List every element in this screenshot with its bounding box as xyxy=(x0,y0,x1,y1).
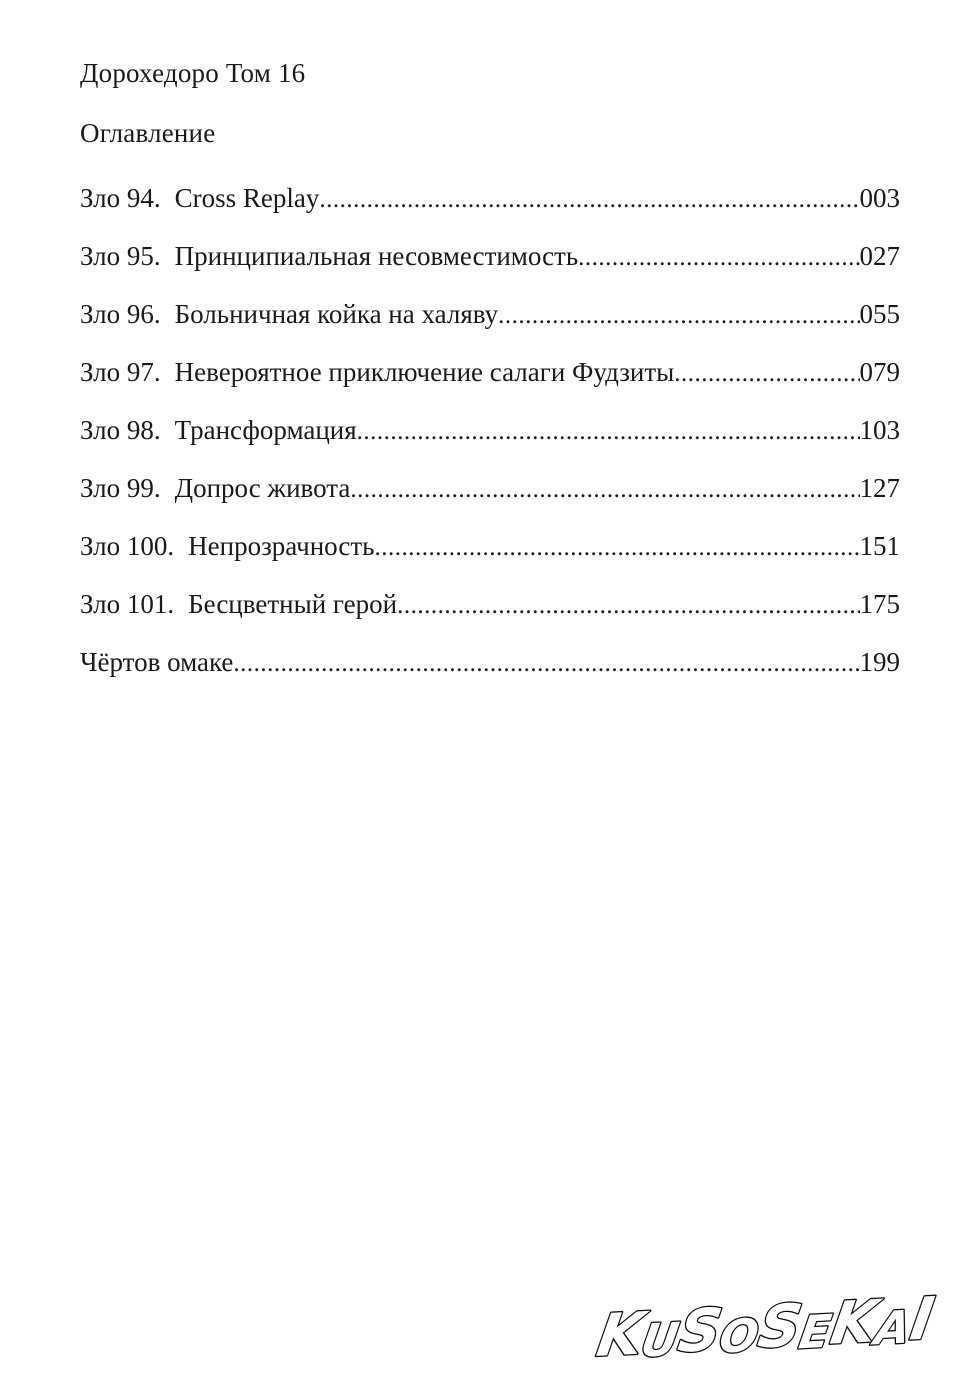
chapter-label: Зло 95. xyxy=(80,241,161,271)
chapter-label: Зло 99. xyxy=(80,473,161,503)
page-number: 103 xyxy=(859,415,900,445)
page-number: 055 xyxy=(859,299,900,329)
chapter-title: Непрозрачность xyxy=(188,531,375,561)
dot-leader xyxy=(357,416,860,446)
toc-row xyxy=(80,474,900,504)
chapter-title: Невероятное приключение салаги Фудзиты xyxy=(174,357,675,387)
page-number: 079 xyxy=(859,357,900,387)
toc-row xyxy=(80,358,900,388)
chapter-title: Больничная койка на халяву xyxy=(174,299,499,329)
chapter-label: Зло 98. xyxy=(80,415,161,445)
chapter-title: Трансформация xyxy=(174,415,357,445)
chapter-label: Зло 94. xyxy=(80,183,161,213)
page-number: 127 xyxy=(859,473,900,503)
chapter-label: Зло 97. xyxy=(80,357,161,387)
chapter-title: Cross Replay xyxy=(174,183,320,213)
page-number: 151 xyxy=(859,531,900,561)
kusosekai-logo-graphic xyxy=(587,1254,947,1384)
toc-row xyxy=(80,590,900,620)
chapter-label: Зло 100. xyxy=(80,531,175,561)
page-title: Дорохедоро Том 16 xyxy=(80,58,306,88)
dot-leader xyxy=(674,358,859,388)
chapter-title: Чёртов омаке xyxy=(80,647,234,677)
dot-leader xyxy=(233,648,859,678)
chapter-title: Бесцветный герой xyxy=(188,589,398,619)
page-number: 199 xyxy=(859,647,900,677)
chapter-title: Принципиальная несовместимость xyxy=(174,241,579,271)
toc-row xyxy=(80,532,900,562)
svg-text:KUSOSEKAI: KUSOSEKAI xyxy=(592,1284,939,1370)
dot-leader xyxy=(498,300,859,330)
toc-row xyxy=(80,242,900,272)
toc-heading: Оглавление xyxy=(80,118,216,148)
page-number: 027 xyxy=(859,241,900,271)
toc-row xyxy=(80,184,900,214)
page-number: 003 xyxy=(859,183,900,213)
dot-leader xyxy=(397,590,859,620)
dot-leader xyxy=(374,532,859,562)
toc-row xyxy=(80,416,900,446)
dot-leader xyxy=(319,184,859,214)
dot-leader xyxy=(578,242,859,272)
chapter-label: Зло 101. xyxy=(80,589,175,619)
chapter-label: Зло 96. xyxy=(80,299,161,329)
kusosekai-logo xyxy=(587,1254,947,1384)
toc-row xyxy=(80,300,900,330)
page-number: 175 xyxy=(859,589,900,619)
toc-row xyxy=(80,648,900,678)
dot-leader xyxy=(350,474,859,504)
chapter-title: Допрос живота xyxy=(174,473,351,503)
